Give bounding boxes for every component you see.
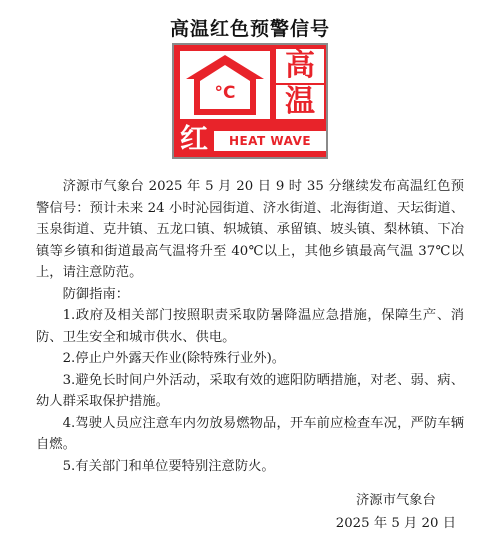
page-title: 高温红色预警信号 (169, 18, 330, 40)
sign-char-hong: 红 (179, 122, 208, 155)
guide-item: 3.避免长时间户外活动，采取有效的遮阳防晒措施，对老、弱、病、幼人群采取保护措施。 (36, 372, 464, 409)
issuer-name: 济源市气象台 (355, 493, 436, 508)
sign-char-wen: 温 (276, 85, 324, 119)
warning-body (36, 176, 464, 477)
guide-heading: 防御指南： (62, 286, 130, 302)
heat-wave-label: HEAT WAVE (214, 131, 326, 151)
heat-wave-warning-sign (172, 43, 328, 159)
issue-date: 2025 年 5 月 20 日 (335, 516, 456, 531)
guide-item: 2.停止户外露天作业(除特殊行业外)。 (62, 351, 286, 366)
thermometer-house-icon (180, 51, 270, 119)
guide-item: 5.有关部门和单位要特别注意防火。 (62, 458, 275, 474)
signoff (336, 489, 456, 535)
celsius-symbol: °C (214, 83, 236, 103)
guide-item: 1.政府及相关部门按照职责采取防暑降温应急措施，保障生产、消防、卫生安全和城市供水、供电。 (36, 308, 464, 345)
sign-char-gao: 高 (276, 49, 324, 83)
intro-paragraph: 济源市气象台 2025 年 5 月 20 日 9 时 35 分继续发布高温红色预警信号：预计未来 24 小时沁园街道、济水街道、北海街道、天坛街道、玉泉街道、克井镇、五龙口镇、轵城镇、承留镇、坡头镇、梨林镇、下冶镇等乡镇和街道最高气温将升至 40℃以上，其他乡镇最高气温 37℃以上，请注意防范。 (36, 179, 464, 280)
guide-item: 4.驾驶人员应注意车内勿放易燃物品，开车前应检查车况，严防车辆自燃。 (36, 415, 464, 452)
